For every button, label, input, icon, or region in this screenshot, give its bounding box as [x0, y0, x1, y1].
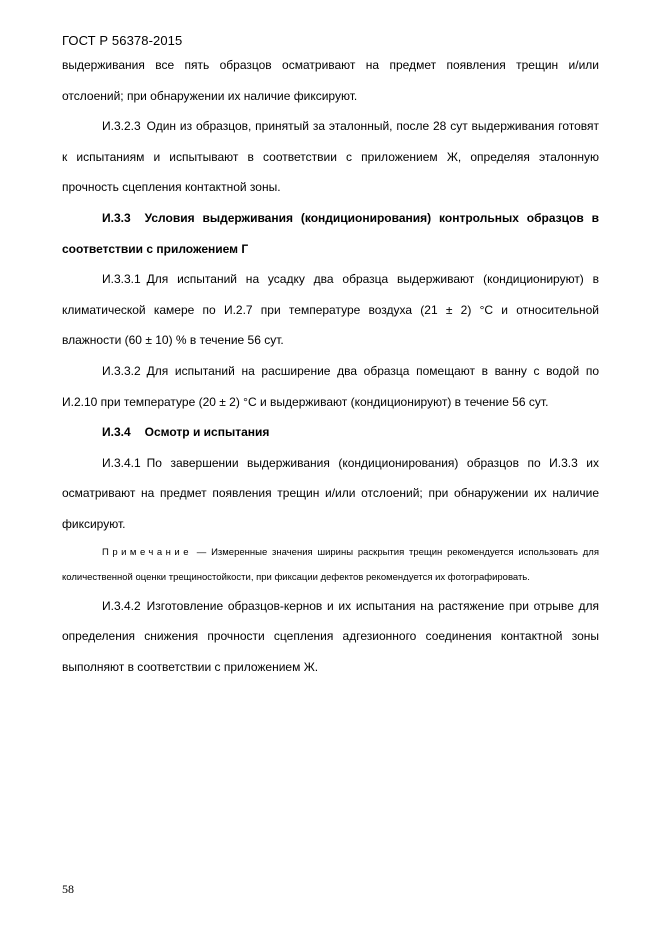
note: [62, 540, 599, 591]
heading-text: Условия выдерживания (кондиционирования) контрольных образцов в соответствии с приложением Г: [62, 210, 599, 256]
paragraph-text: Один из образцов, принятый за эталонный, после 28 сут выдерживания готовят к испытаниям и испытывают в соответствии с приложением Ж, определяя эталонную прочность сцепления контактной зоны.: [62, 119, 599, 195]
clause-number: И.3.4.1: [102, 455, 141, 470]
clause-number: И.3.3: [102, 210, 131, 225]
note-dash: —: [196, 546, 207, 558]
heading-text: Осмотр и испытания: [144, 425, 270, 440]
note-label: Примечание: [102, 546, 192, 558]
paragraph-i3-4-2: [62, 591, 599, 683]
document-code: ГОСТ Р 56378-2015: [62, 33, 183, 48]
clause-number: И.3.2.3: [102, 119, 141, 134]
paragraph-text: По завершении выдерживания (кондиционирования) образцов по И.3.3 их осматривают на предмет появления трещин и/или отслоений; при обнаружении их наличие фиксируют.: [62, 455, 599, 531]
paragraph-text: Для испытаний на расширение два образца помещают в ванну с водой по И.2.10 при температуре (20 ± 2) °С и выдерживают (кондиционируют) в течение 56 сут.: [62, 363, 599, 409]
clause-number: И.3.4: [102, 425, 131, 440]
paragraph-i3-3-2: [62, 356, 599, 417]
clause-number: И.3.3.2: [102, 363, 141, 378]
paragraph-i3-4-1: [62, 448, 599, 540]
paragraph-continuation: выдерживания все пять образцов осматривают на предмет появления трещин и/или отслоений; при обнаружении их наличие фиксируют.: [62, 58, 599, 103]
note-text: Измеренные значения ширины раскрытия трещин рекомендуется использовать для количественной оценки трещиностойкости, при фиксации дефектов рекомендуется их фотографировать.: [62, 546, 599, 583]
paragraph-text: Изготовление образцов-кернов и их испытания на растяжение при отрыве для определения снижения прочности сцепления адгезионного соединения контактной зоны выполняют в соответствии с приложением Ж.: [62, 598, 599, 674]
heading-i3-4: [62, 417, 599, 448]
paragraph-text: Для испытаний на усадку два образца выдерживают (кондиционируют) в климатической камере по И.2.7 при температуре воздуха (21 ± 2) °С и относительной влажности (60 ± 10) % в течение 56 сут.: [62, 272, 599, 348]
page-number: 58: [62, 882, 74, 896]
clause-number: И.3.3.1: [102, 272, 141, 287]
paragraph-i3-3-1: [62, 264, 599, 356]
heading-i3-3: [62, 203, 599, 264]
document-body: [62, 50, 599, 682]
clause-number: И.3.4.2: [102, 598, 141, 613]
paragraph-i3-2-3: [62, 111, 599, 203]
